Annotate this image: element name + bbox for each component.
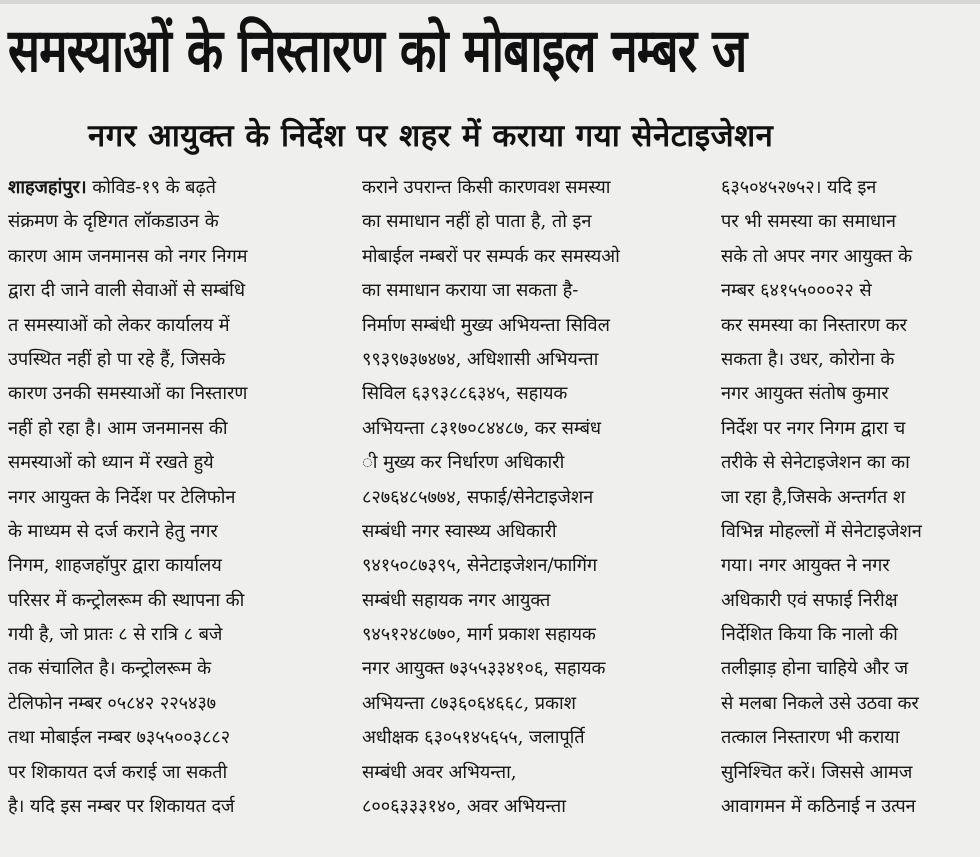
column-3-line: सकता है। उधर, कोरोना के [721, 348, 895, 370]
column-2-line: ी मुख्य कर निर्धारण अधिकारी [362, 452, 565, 474]
column-2-line: सिविल ६३९३८८६३४५, सहायक [362, 383, 568, 405]
column-1-line: त समस्याओं को लेकर कार्यालय में [8, 314, 230, 336]
column-1-line: निगम, शाहजहॉपुर द्वारा कार्यालय [8, 555, 222, 577]
column-3-line: निर्देशित किया कि नालो की [721, 624, 898, 646]
column-2-line: सम्बंधी नगर स्वास्थ्य अधिकारी [362, 520, 557, 542]
column-1-line: संक्रमण के दृष्टिगत लॉकडाउन के [8, 211, 219, 233]
column-1-line-1-rest: कोविड-१९ के बढ़ते [92, 177, 216, 198]
column-1-line: परिसर में कन्ट्रोलरूम की स्थापना की [8, 589, 245, 611]
column-1-line: टेलिफोन नम्बर ०५८४२ २२५४३७ [8, 692, 217, 714]
subheadline: नगर आयुक्त के निर्देश पर शहर में कराया गया सेनेटाइजेशन [88, 118, 774, 154]
column-1-line: तक संचालित है। कन्ट्रोलरूम के [8, 658, 211, 680]
column-3-line: नम्बर ६४१५५०००२२ से [721, 280, 872, 302]
column-3-line: जा रहा है,जिसके अन्तर्गत श [721, 486, 906, 508]
column-2-line: ९४१५०८७३९५, सेनेटाइजेशन/फागिंग [362, 555, 598, 577]
column-2-line: सम्बंधी अवर अभियन्ता, [362, 761, 517, 783]
column-3-line: पर भी समस्या का समाधान [721, 211, 896, 233]
column-2-line: ८००६३३३१४०, अवर अभियन्ता [362, 796, 566, 818]
column-2-line: मोबाईल नम्बरों पर सम्पर्क कर समस्यओ [362, 245, 620, 267]
column-2-line: सम्बंधी सहायक नगर आयुक्त [362, 589, 551, 611]
column-2-line: ८२७६४८५७७४, सफाई/सेनेटाइजेशन [362, 486, 594, 508]
headline: समस्याओं के निस्तारण को मोबाइल नम्बर ज [8, 16, 747, 86]
column-1-line: के माध्यम से दर्ज कराने हेतु नगर [8, 520, 218, 542]
column-3-line: तरीके से सेनेटाइजेशन का का [721, 452, 910, 474]
column-2-line: नगर आयुक्त ७३५५३३४१०६, सहायक [362, 658, 606, 680]
column-2-line: का समाधान नहीं हो पाता है, तो इन [362, 211, 592, 233]
column-1-line: तथा मोबाईल नम्बर ७३५५००३८८२ [8, 727, 231, 749]
article-column-2 [362, 171, 682, 824]
column-3-line: निर्देश पर नगर निगम द्वारा च [721, 417, 906, 439]
column-1-line: द्वारा दी जाने वाली सेवाओं से सम्बंधि [8, 280, 245, 302]
column-3-line: आवागमन में कठिनाई न उत्पन [721, 796, 916, 818]
column-2-line: का समाधान कराया जा सकता है- [362, 280, 579, 302]
top-rule [0, 0, 980, 4]
column-3-line: से मलबा निकले उसे उठवा कर [721, 692, 919, 714]
column-3-line: सके तो अपर नगर आयुक्त के [721, 245, 913, 267]
dateline: शाहजहांपुर। [8, 177, 87, 198]
column-2-line: अभियन्ता ८७३६०६४६६८, प्रकाश [362, 692, 576, 714]
column-3-line: नगर आयुक्त संतोष कुमार [721, 383, 889, 405]
column-1-line: कारण उनकी समस्याओं का निस्तारण [8, 383, 248, 405]
column-3-line: कर समस्या का निस्तारण कर [721, 314, 907, 336]
article-column-3 [721, 171, 980, 824]
column-3-line: अधिकारी एवं सफाई निरीक्ष [721, 589, 898, 611]
article-column-1 [8, 171, 308, 824]
column-1-line: नहीं हो रहा है। आम जनमानस की [8, 417, 228, 439]
column-3-line: सुनिश्चित करें। जिससे आमज [721, 761, 913, 783]
column-2-line: ९९३९७३७४७४, अधिशासी अभियन्ता [362, 348, 599, 370]
column-1-line: समस्याओं को ध्यान में रखते हुये [8, 452, 214, 474]
column-1-line: है। यदि इस नम्बर पर शिकायत दर्ज [8, 796, 235, 818]
column-1-line: कारण आम जनमानस को नगर निगम [8, 245, 248, 267]
column-2-line: अधीक्षक ६३०५१४५६५५, जलापूर्ति [362, 727, 585, 749]
column-1-line: नगर आयुक्त के निर्देश पर टेलिफोन [8, 486, 236, 508]
column-1-line: उपस्थित नहीं हो पा रहे हैं, जिसके [8, 348, 226, 370]
column-2-line: कराने उपरान्त किसी कारणवश समस्या [362, 177, 611, 198]
column-1-line: गयी है, जो प्रातः ८ से रात्रि ८ बजे [8, 624, 223, 646]
column-2-line: निर्माण सम्बंधी मुख्य अभियन्ता सिविल [362, 314, 610, 336]
column-3-line: ६३५०४५२७५२। यदि इन [721, 177, 877, 198]
column-3-line: तलीझाड़ होना चाहिये और ज [721, 658, 909, 680]
column-1-line: पर शिकायत दर्ज कराई जा सकती [8, 761, 228, 783]
column-2-line: ९४५१२४८७७०, मार्ग प्रकाश सहायक [362, 624, 596, 646]
column-3-line: तत्काल निस्तारण भी कराया [721, 727, 900, 749]
column-3-line: गया। नगर आयुक्त ने नगर [721, 555, 890, 577]
column-3-line: विभिन्न मोहल्लों में सेनेटाइजेशन [721, 520, 922, 542]
column-2-line: अभियन्ता ८३१७०८४४८७, कर सम्बंध [362, 417, 602, 439]
